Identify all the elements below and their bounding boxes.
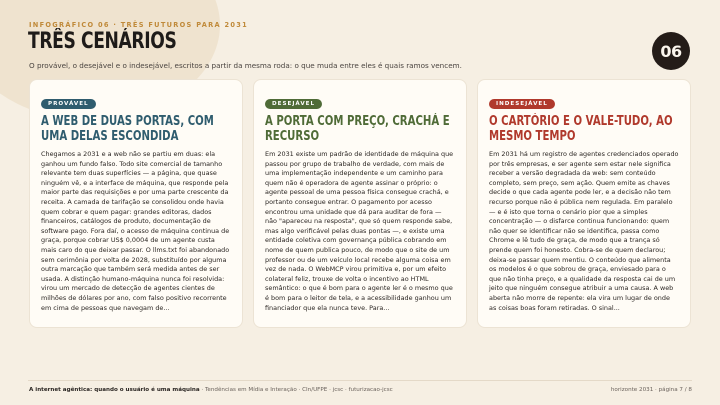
scenario-body: Em 2031 há um registro de agentes credenciados operado por três empresas, e ser agente sem estar nele significa receber a versão degradada da web: sem conteúdo completo, sem preço, sem ação. Quem emite as chaves decide o que cada agente pode ler, e a decisão não tem recurso porque não é pública nem regulada. Em paralelo — e é isto que torna o cenário pior que a simples concentração — o disfarce continua funcionando: quem não quer se identificar não se identifica, passa como Chrome e lê tudo de graça, de modo que a trança só prende quem foi honesto. Cobra-se de quem declarou; deixa-se passar quem mentiu. O conteúdo que alimenta os modelos é o que sobrou de graça, enviesado para o que não tinha preço, e a qualidade da resposta cai de um jeito que ninguém consegue atribuir a uma causa. A web aberta não morre de repente: ela vira um lugar de onde as coisas boas foram retiradas. O sinal... xyxy=(489,150,679,312)
footer-credits xyxy=(29,387,393,393)
scenario-body: Em 2031 existe um padrão de identidade de máquina que passou por grupo de trabalho de verdade, com mais de uma implementação independente e um caminho para quem não é operadora de agente assinar o próprio: o agente pessoal de uma pessoa física consegue crachá, e portanto consegue entrar. O pagamento por acesso encontrou uma unidade que dá para auditar de fora — não "apareceu na resposta", que só quem responde sabe, mas algo verificável pelas duas pontas —, e existe uma entidade coletiva com governança pública cobrando em nome de quem publica pouco, de modo que o site de um professor ou de um veículo local recebe alguma coisa em vez de nada. O WebMCP virou primitiva e, por um efeito colateral feliz, trouxe de volta o incentivo ao HTML semântico: o que é bom para o agente ler é o mesmo que é bom para o leitor de tela, e a acessibilidade ganhou um financiador que ela nunca teve. Para... xyxy=(265,150,454,312)
scenario-tag: INDESEJÁVEL xyxy=(489,99,555,109)
page-number-badge: 06 xyxy=(652,32,690,70)
scenario-cards xyxy=(29,79,691,328)
kicker: INFOGRÁFICO 06 · TRÊS FUTUROS PARA 2031 xyxy=(29,21,249,29)
footer-meta: · Tendências em Mídia e Interação · CIn/UFPE · jcsc · futurizacao-jcsc xyxy=(199,387,393,393)
scenario-title: A PORTA COM PREÇO, CRACHÁ E RECURSO xyxy=(265,114,450,144)
scenario-tag: PROVÁVEL xyxy=(41,99,96,109)
scenario-card-probable xyxy=(29,79,243,328)
footer-title: A internet agêntica: quando o usuário é uma máquina xyxy=(29,387,200,393)
footer-page-info: horizonte 2031 · página 7 / 8 xyxy=(610,387,692,393)
scenario-body: Chegamos a 2031 e a web não se partiu em duas: ela ganhou um fundo falso. Todo site comercial de tamanho relevante tem duas superfícies — a página, que quase ninguém vê, e a interface de máquina, que responde pela maior parte das requisições e por uma parte crescente da receita. A camada de tarifação se consolidou onde havia quem cobrar e quem pagar: grandes editoras, dados financeiros, catálogos de produto, documentação de software pago. Fora daí, o acesso de máquina continua de graça, porque cobrar US$ 0,0004 de um agente custa mais caro do que deixar passar. O llms.txt foi abandonado sem cerimônia por volta de 2028, substituído por alguma outra marcação que também será medida antes de ser usada. A distinção humano-máquina nunca foi resolvida: virou um mercado de detecção de agentes cientes de milhões de dólares por ano, com falso positivo recorrente em cima de pessoas que navegam de... xyxy=(41,150,230,312)
scenario-card-desirable xyxy=(253,79,467,328)
scenario-title: A WEB DE DUAS PORTAS, COM UMA DELAS ESCONDIDA xyxy=(41,114,214,144)
page-subtitle: O provável, o desejável e o indesejável, escritos a partir da mesma roda: o que muda entre eles é quais ramos vencem. xyxy=(29,61,462,70)
scenario-card-undesirable xyxy=(477,79,691,328)
footer-divider xyxy=(28,380,692,381)
scenario-title: O CARTÓRIO E O VALE-TUDO, AO MESMO TEMPO xyxy=(489,114,673,144)
page-title: TRÊS CENÁRIOS xyxy=(28,29,177,54)
scenario-tag: DESEJÁVEL xyxy=(265,99,322,109)
